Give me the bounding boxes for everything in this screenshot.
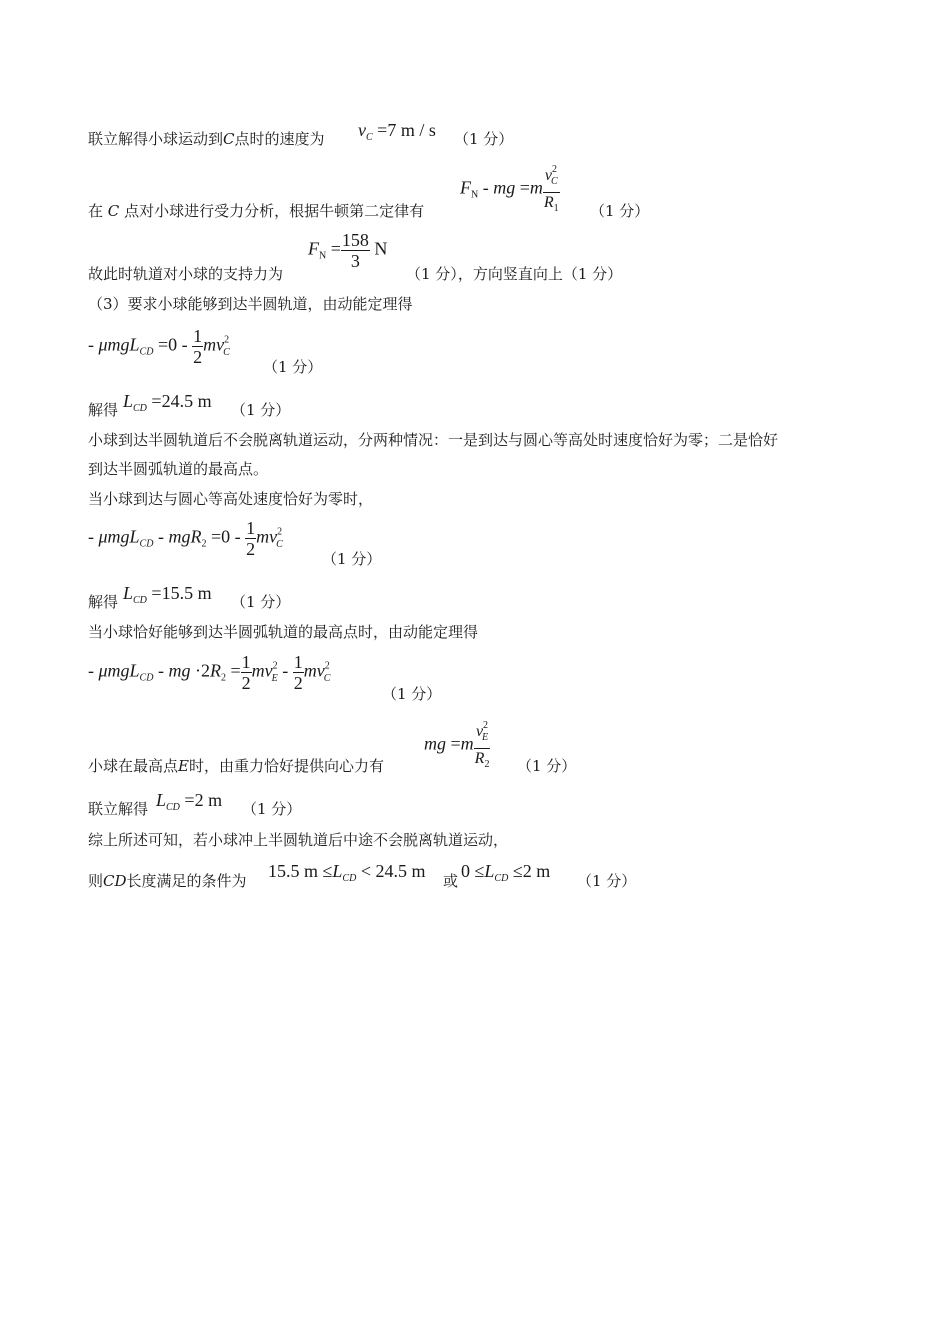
score-label: （1 分） xyxy=(577,872,637,890)
text: 时，由重力恰好提供向心力有 xyxy=(188,757,384,775)
text: 则 xyxy=(88,872,104,890)
text: （3）要求小球能够到达半圆轨道，由动能定理得 xyxy=(88,295,413,313)
text-line-3 xyxy=(88,264,283,284)
score-label: （1 分） xyxy=(517,757,577,775)
text-line-3-tail: （1 分），方向竖直向上（1 分） xyxy=(406,265,623,283)
equation-range-1: 15.5 $m \le L_{CD} < 24.5$ m xyxy=(268,861,426,884)
text-line-11 xyxy=(88,756,384,776)
equation-lcd-1: $L_{CD} =24.5$ m xyxy=(123,391,212,414)
text-line-5 xyxy=(88,400,118,420)
text: 联立解得小球运动到 xyxy=(88,130,224,148)
text: 点对小球进行受力分析，根据牛顿第二定律有 xyxy=(124,202,425,220)
text-line-10 xyxy=(88,622,478,642)
text-line-7 xyxy=(88,459,268,479)
text-line-12 xyxy=(88,799,148,819)
text: 点时的速度为 xyxy=(234,130,325,148)
score-label: （1 分） xyxy=(242,800,302,818)
text: 联立解得 xyxy=(88,800,149,818)
equation-energy-1: - μmgL$_{CD}$ =0 - $\frac{1}{2}$ $mv^2_C$ xyxy=(88,326,230,367)
score-label: （1 分） xyxy=(231,593,291,611)
text: 故此时轨道对小球的支持力为 xyxy=(88,265,284,283)
score-label: （1 分） xyxy=(322,550,382,568)
text-line-4 xyxy=(88,294,413,314)
text: 解得 xyxy=(88,401,119,419)
text-line-14 xyxy=(88,871,247,891)
score-label: （1 分） xyxy=(590,202,650,220)
equation-range-2: $0 \le L_{CD} \le 2$ m xyxy=(461,861,551,884)
score-label: （1 分） xyxy=(454,130,514,148)
text: 到达半圆弧轨道的最高点。 xyxy=(88,460,269,478)
text: 长度满足的条件为 xyxy=(126,872,247,890)
text: 当小球到达与圆心等高处速度恰好为零时， xyxy=(88,490,374,508)
text: 当小球恰好能够到达半圆弧轨道的最高点时，由动能定理得 xyxy=(88,623,479,641)
or-text: 或 xyxy=(443,872,459,890)
equation-vc: $v_C =7$ m / s xyxy=(358,120,436,143)
text: 小球在最高点 xyxy=(88,757,179,775)
text-line-13 xyxy=(88,830,508,850)
text: 综上所述可知，若小球冲上半圆轨道后中途不会脱离轨道运动， xyxy=(88,831,509,849)
text: 解得 xyxy=(88,593,119,611)
equation-energy-2: - μmgL$_{CD}$ - mgR$_2$ =0 - $\frac{1}{2}$ $mv^2_C$ xyxy=(88,518,283,559)
text-line-2 xyxy=(88,201,424,221)
text-line-6 xyxy=(88,430,778,450)
equation-fn: $F_N$ = $\frac{158}{3}$ N xyxy=(308,230,388,271)
text-line-9 xyxy=(88,592,118,612)
equation-newton-c: $F_N$ - mg =m $\frac{v^2_C}{R_1}$ xyxy=(460,160,560,219)
point-label: E xyxy=(178,757,189,775)
score-label: （1 分） xyxy=(382,685,442,703)
equation-energy-3: - μmgL$_{CD}$ - mg $\cdot 2R_2$ = $\frac{1}{2}$ $mv^2_E$ - $\frac{1}{2}$ $mv^2_C$ xyxy=(88,652,331,693)
score-label: （1 分） xyxy=(231,401,291,419)
point-label: C xyxy=(223,130,235,148)
equation-centripetal: mg =m $\frac{v^2_E}{R_2}$ xyxy=(424,716,490,775)
score-label: （1 分） xyxy=(263,358,323,376)
text: 小球到达半圆轨道后不会脱离轨道运动，分两种情况：一是到达与圆心等高处时速度恰好为零；二是恰好 xyxy=(88,431,779,449)
point-label: C xyxy=(107,202,120,220)
text-line-8 xyxy=(88,489,373,509)
segment-label: CD xyxy=(103,872,127,890)
equation-lcd-2: $L_{CD} =15.5$ m xyxy=(123,583,212,606)
equation-lcd-3: $L_{CD} =2$ m xyxy=(156,790,223,813)
text: 在 xyxy=(88,202,104,220)
text-line-1 xyxy=(88,129,325,149)
